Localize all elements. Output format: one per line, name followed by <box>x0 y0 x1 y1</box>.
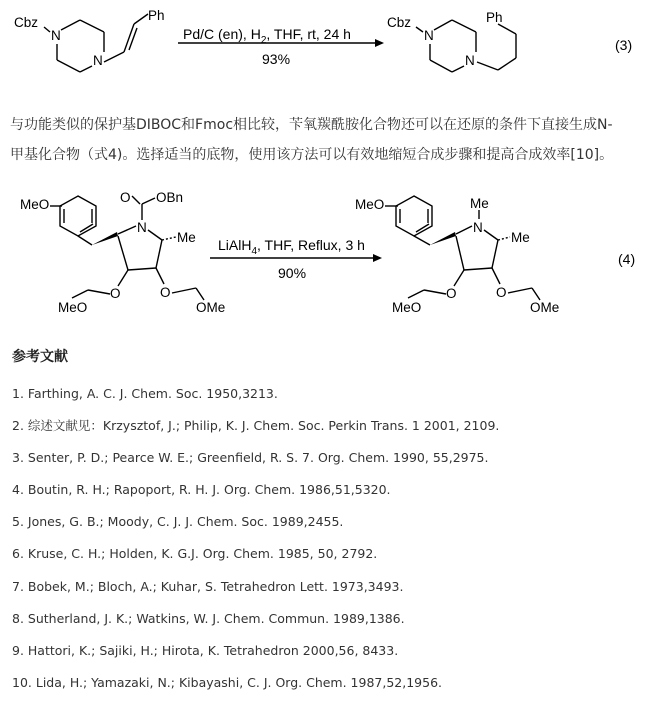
reaction-4-arrow-group <box>210 237 382 281</box>
reaction-3-yield: 93% <box>262 51 291 67</box>
product-n-methyl-pyrrolidine <box>355 196 559 315</box>
reaction-4-condition: LiAlH$_4$, THF, Reflux, 3 h <box>218 237 365 257</box>
reaction-4-scheme <box>0 182 656 332</box>
equation-4-number: (4) <box>618 251 636 267</box>
right-meo-label: MeO <box>355 197 385 212</box>
left-ome-label: OMe <box>196 300 226 315</box>
references-heading: 参考文献 <box>12 349 68 365</box>
right-n-label: N <box>473 220 483 235</box>
left-n2-label: N <box>93 53 103 68</box>
reference-item: 10. Lida, H.; Yamazaki, N.; Kibayashi, C. J. Org. Chem. 1987,52,1956. <box>12 674 443 690</box>
left-o1-label: O <box>110 286 121 301</box>
paragraph-line-1: 与功能类似的保护基DIBOC和Fmoc相比较，苄氧羰酰胺化合物还可以在还原的条件下直接生成N- <box>10 117 613 133</box>
right-meo2-label: MeO <box>392 300 422 315</box>
reference-item: 9. Hattori, K.; Sajiki, H.; Hirota, K. Tetrahedron 2000,56, 8433. <box>12 642 399 658</box>
reactant-cbz-pyrrolidine <box>20 190 225 315</box>
references-list <box>12 378 499 699</box>
reference-item: 2. 综述文献见：Krzysztof, J.; Philip, K. J. Chem. Soc. Perkin Trans. 1 2001, 2109. <box>12 418 500 434</box>
reaction-3-condition: Pd/C (en), $H_2$, THF, rt, 24 h <box>183 26 351 46</box>
left-obn-label: OBn <box>156 190 184 205</box>
reference-item: 6. Kruse, C. H.; Holden, K. G.J. Org. Chem. 1985, 50, 2792. <box>12 546 378 562</box>
reference-item: 5. Jones, G. B.; Moody, C. J. J. Chem. Soc. 1989,2455. <box>12 514 344 530</box>
left-n1-label: N <box>51 28 61 43</box>
right-o2-label: O <box>496 285 507 300</box>
left-n-label: N <box>137 220 147 235</box>
right-n2-label: N <box>465 53 475 68</box>
reference-item: 1. Farthing, A. C. J. Chem. Soc. 1950,3213. <box>12 386 278 401</box>
reaction-3-arrow-group <box>178 26 384 67</box>
left-meo2-label: MeO <box>58 300 88 315</box>
body-paragraph <box>10 110 650 170</box>
right-me-label: Me <box>511 230 530 245</box>
left-cbz-label: Cbz <box>14 15 39 30</box>
left-o2-label: O <box>160 285 171 300</box>
reference-item: 4. Boutin, R. H.; Rapoport, R. H. J. Org. Chem. 1986,51,5320. <box>12 482 391 498</box>
right-cbz-label: Cbz <box>387 15 412 30</box>
left-carbonyl-o-label: O <box>120 190 131 205</box>
right-nme-label: Me <box>470 196 489 211</box>
paragraph-line-2: 甲基化合物（式4)。选择适当的底物，使用该方法可以有效地缩短合成步骤和提高合成效率[10]。 <box>10 147 614 163</box>
reaction-4-yield: 90% <box>278 265 307 281</box>
right-ph-label: Ph <box>486 10 503 25</box>
left-me-label: Me <box>177 230 196 245</box>
left-ph-label: Ph <box>148 8 165 23</box>
right-n1-label: N <box>424 28 434 43</box>
right-ome-label: OMe <box>530 300 560 315</box>
reference-item: 3. Senter, P. D.; Pearce W. E.; Greenfield, R. S. 7. Org. Chem. 1990, 55,2975. <box>12 450 489 466</box>
product-cbz-piperazine-phenylpropyl <box>387 10 516 72</box>
left-meo-label: MeO <box>20 197 50 212</box>
reference-item: 7. Bobek, M.; Bloch, A.; Kuhar, S. Tetrahedron Lett. 1973,3493. <box>12 578 404 594</box>
reference-item: 8. Sutherland, J. K.; Watkins, W. J. Chem. Commun. 1989,1386. <box>12 610 405 626</box>
equation-3-number: (3) <box>615 37 633 53</box>
right-o1-label: O <box>446 286 457 301</box>
reaction-3-scheme <box>0 0 656 80</box>
reactant-cbz-piperazine-cinnamyl <box>14 8 165 72</box>
